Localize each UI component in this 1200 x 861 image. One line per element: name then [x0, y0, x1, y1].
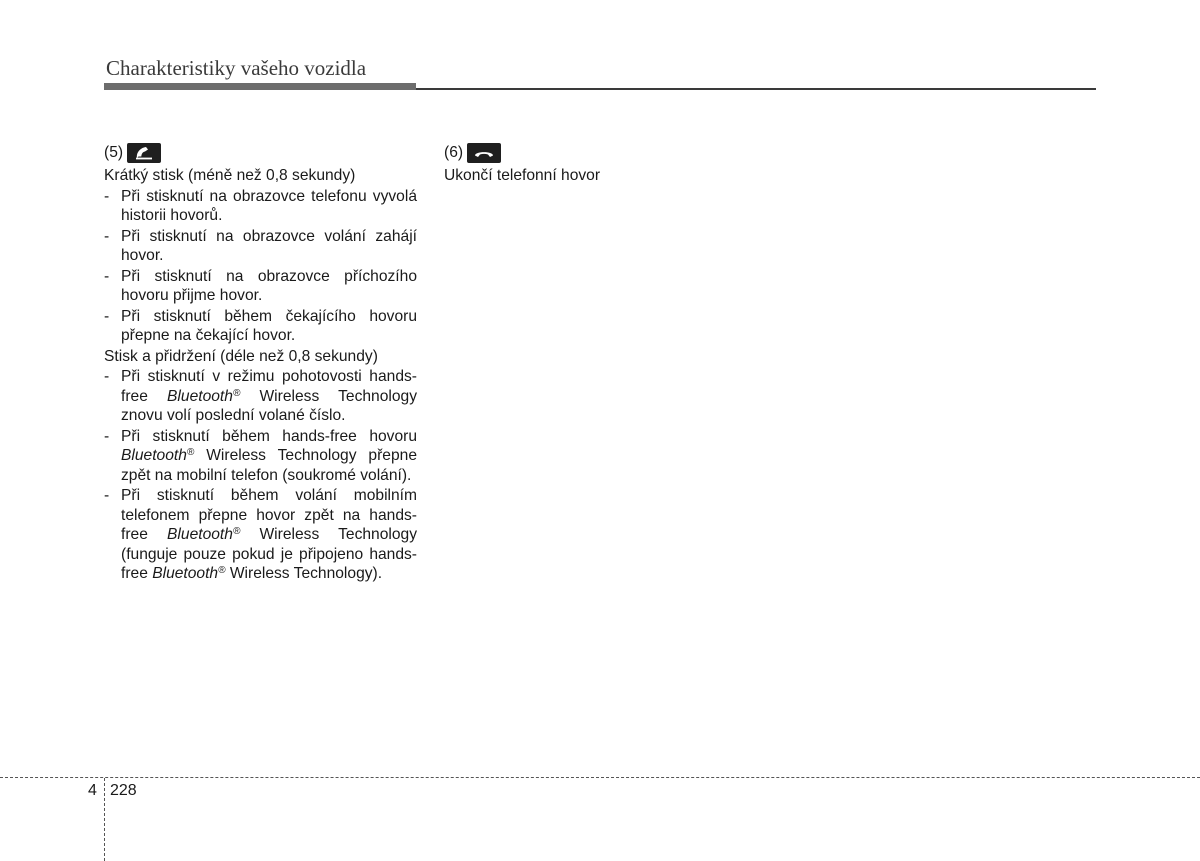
page-title: Charakteristiky vašeho vozidla [106, 56, 367, 80]
list-item: - Při stisknutí na obrazovce telefonu vyvolá historii hovorů. [104, 187, 417, 224]
list-item: - Při stisknutí v režimu pohotovosti hands-free Bluetooth® Wireless Technology znovu volí poslední volané číslo. [104, 368, 417, 424]
footer-rule [0, 777, 1200, 778]
right-column [444, 142, 764, 186]
left-column [104, 142, 417, 584]
short-press-heading: Krátký stisk (méně než 0,8 sekundy) [104, 167, 356, 184]
footer-divider [104, 778, 105, 861]
key-6-heading [444, 142, 764, 164]
key-6-number: (6) [444, 144, 464, 162]
list-item: - Při stisknutí během volání mobilním telefonem přepne hovor zpět na hands-free Bluetooth® Wireless Technology (funguje pouze pokud je připojeno hands-free Bluetooth® Wireless Technology). [104, 487, 417, 582]
header-rule-thin [416, 88, 1096, 90]
key-5-heading [104, 142, 417, 164]
list-item: - Při stisknutí během čekajícího hovoru přepne na čekající hovor. [104, 307, 417, 344]
key-6-description: Ukončí telefonní hovor [444, 167, 601, 184]
list-item: - Při stisknutí během hands-free hovoru Bluetooth® Wireless Technology přepne zpět na mobilní telefon (soukromé volání). [104, 427, 417, 484]
page-number: 228 [110, 782, 137, 799]
phone-call-icon [127, 143, 161, 163]
header-rule-thick [104, 83, 416, 90]
list-item: - Při stisknutí na obrazovce volání zahájí hovor. [104, 227, 417, 264]
chapter-number: 4 [88, 782, 97, 799]
list-item: - Při stisknutí na obrazovce příchozího hovoru přijme hovor. [104, 267, 417, 304]
long-press-heading: Stisk a přidržení (déle než 0,8 sekundy) [104, 347, 378, 365]
phone-hangup-icon [467, 143, 501, 163]
key-5-number: (5) [104, 144, 124, 162]
